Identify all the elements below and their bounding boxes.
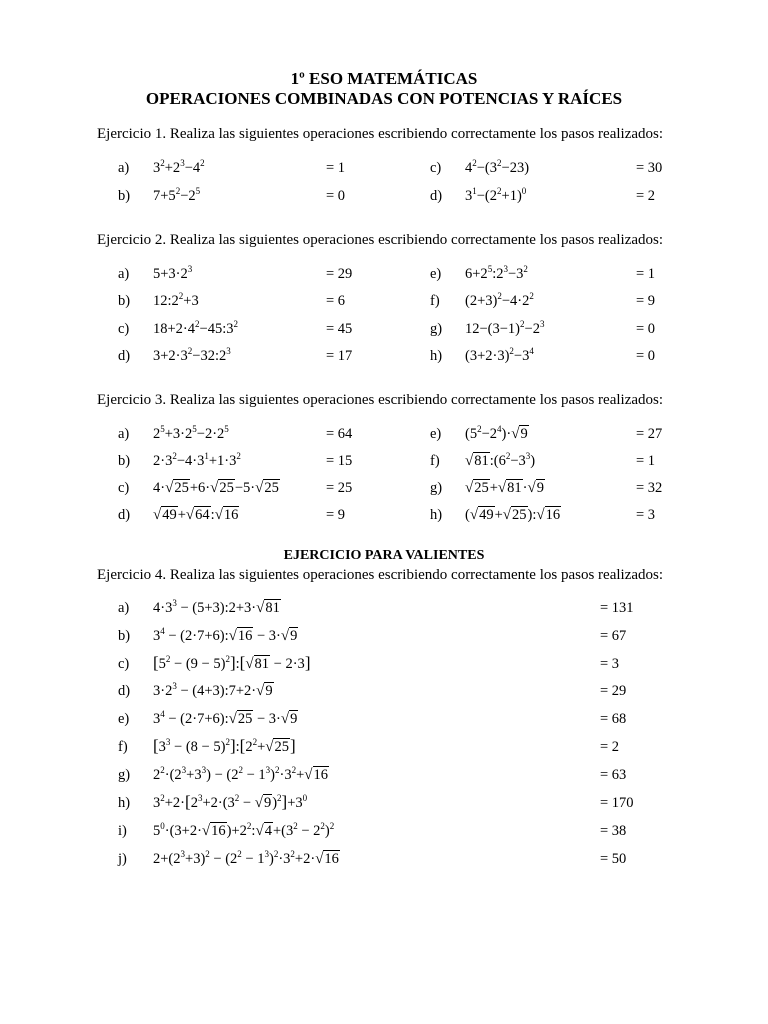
sqrt-symbol: √9 [254,795,272,811]
exercise-2-item-h [430,346,690,366]
item-label: f) [430,453,440,469]
exercise-2-item-c [118,319,378,339]
exercise-4-item-h [118,793,658,813]
item-label: g) [430,480,443,496]
exercise-4-item-f [118,737,658,757]
item-answer: = 131 [600,600,634,616]
exercise-3-item-e [430,424,690,444]
math-expression: $5^0\cdot(3+2\cdot√16)+2^2:√4+(3^2 - 2^2)^2$ [153,821,335,839]
exercise-2-item-g [430,319,690,339]
item-label: a) [118,600,130,616]
item-answer: = 30 [636,160,663,176]
item-label: a) [118,160,130,176]
item-answer: = 1 [636,266,656,282]
exercise-3-item-d [118,505,378,525]
exercise-4-item-j [118,849,658,869]
math-expression: $2^5+3\cdot 2^5-2\cdot 2^5$ [153,424,229,442]
sqrt-symbol: √25 [502,507,527,523]
item-answer: = 50 [600,851,627,867]
exercise-3-item-f [430,451,690,471]
item-answer: = 67 [600,628,627,644]
item-label: h) [430,507,443,523]
math-expression: $2+(2^3+3)^2 - (2^2 - 1^3)^2\cdot 3^2+2\cdot√16$ [153,849,339,867]
exercise-1-item-b [118,186,378,206]
sqrt-symbol: √25 [165,480,189,496]
exercise-1-item-a [118,158,378,178]
sqrt-symbol: √9 [280,628,298,644]
sqrt-symbol: √16 [228,628,253,644]
math-expression: $3^2+2^3-4^2$ [153,158,205,176]
math-expression: $(3+2\cdot 3)^2-3^4$ [465,346,534,364]
sqrt-symbol: √25 [465,480,489,496]
page-title: 1º ESO MATEMÁTICAS [290,69,478,88]
item-label: b) [118,628,131,644]
item-label: c) [118,656,130,672]
item-label: j) [118,851,127,867]
exercise-2-item-e [430,264,690,284]
item-answer: = 3 [600,656,620,672]
sqrt-symbol: √9 [527,480,544,496]
exercise-3-instruction: Ejercicio 3. Realiza las siguientes operaciones escribiendo correctamente los pasos realizados: [97,392,664,408]
sqrt-symbol: √25 [255,480,279,496]
item-answer: = 3 [636,507,656,523]
math-expression: $12-(3-1)^2-2^3$ [465,319,545,337]
item-answer: = 45 [326,321,353,337]
item-label: e) [118,711,130,727]
item-answer: = 68 [600,711,627,727]
exercise-1-item-c [430,158,690,178]
item-answer: = 2 [636,188,656,204]
item-label: b) [118,293,131,309]
item-label: g) [118,767,131,783]
item-label: h) [118,795,131,811]
math-expression: [$5^2 - (9$ − $5)^2]:[√81 - 2\cdot 3]$ [153,653,311,672]
sqrt-symbol: √25 [210,480,234,496]
item-answer: = 27 [636,426,663,442]
item-label: c) [118,321,130,337]
math-expression: $6+2^5:2^3-3^2$ [465,264,528,282]
exercise-3-item-h [430,505,690,525]
item-answer: = 25 [326,480,353,496]
math-expression: $12:2^2+3$ [153,291,199,309]
math-expression: √49+√64:√16 [153,507,239,523]
item-answer: = 29 [326,266,353,282]
item-label: a) [118,426,130,442]
math-expression: $2^2\cdot(2^3+3^3) - (2^2 - 1^3)^2\cdot 3^2+√16$ [153,765,328,783]
exercise-2-item-d [118,346,378,366]
math-expression: [$3^3 - (8$ − $5)^2]:[2^2+√25]$ [153,736,296,755]
math-expression: $3^4$ − (2·7+6):√25 − 3·√9 [153,709,298,727]
sqrt-symbol: √9 [280,711,298,727]
item-answer: = 1 [636,453,656,469]
sqrt-symbol: √16 [214,507,239,523]
item-answer: = 6 [326,293,346,309]
item-answer: = 0 [326,188,346,204]
math-expression: $√81:(6^2-3^3)$ [465,451,536,469]
item-label: h) [430,348,443,364]
sqrt-symbol: √16 [315,851,339,867]
math-expression: $5+3\cdot 2^3$ [153,264,193,282]
math-expression: $4^2-(3^2-23)$ [465,158,530,176]
item-label: g) [430,321,443,337]
sqrt-symbol: √81 [245,656,270,672]
exercise-2-item-b [118,291,378,311]
exercise-4-item-e [118,709,658,729]
item-answer: = 17 [326,348,353,364]
exercise-4-item-g [118,765,658,785]
exercise-4-item-b [118,626,658,646]
exercise-2-item-f [430,291,690,311]
item-label: i) [118,823,127,839]
sqrt-symbol: √16 [201,823,226,839]
exercise-2-item-a [118,264,378,284]
math-expression: $3^1-(2^2+1)^0$ [465,186,527,204]
item-answer: = 15 [326,453,353,469]
item-label: f) [430,293,440,309]
item-label: d) [430,188,443,204]
sqrt-symbol: √25 [265,739,289,755]
item-answer: = 9 [636,293,656,309]
sqrt-symbol: √81 [465,453,489,469]
math-expression: $(5^2-2^4)\cdot√9$ [465,424,528,442]
exercise-4-item-i [118,821,658,841]
sqrt-symbol: √81 [497,480,522,496]
item-label: e) [430,426,442,442]
math-expression: $4\cdot 3^3$ − (5+3):2+3·√81 [153,598,280,616]
exercise-4-item-d [118,681,658,701]
sqrt-symbol: √49 [469,507,494,523]
item-label: d) [118,683,131,699]
item-answer: = 38 [600,823,627,839]
sqrt-symbol: √9 [256,683,273,699]
sqrt-symbol: √9 [511,426,528,442]
item-label: d) [118,348,131,364]
item-label: b) [118,453,131,469]
exercise-4-item-c [118,654,658,674]
item-answer: = 0 [636,321,656,337]
item-answer: = 2 [600,739,620,755]
item-answer: = 9 [326,507,346,523]
math-expression: $2\cdot 3^2-4\cdot 3^1+1\cdot 3^2$ [153,451,241,469]
sqrt-symbol: √49 [153,507,177,523]
item-label: c) [430,160,442,176]
exercise-4-item-a [118,598,658,618]
exercise-3-item-b [118,451,378,471]
exercise-2-instruction: Ejercicio 2. Realiza las siguientes operaciones escribiendo correctamente los pasos realizados: [97,232,664,248]
item-label: d) [118,507,131,523]
math-expression: √25+√81·√9 [465,480,544,496]
math-expression: $18+2\cdot 4^2-45:3^2$ [153,319,238,337]
math-expression: $(2+3)^2-4\cdot 2^2$ [465,291,534,309]
item-label: c) [118,480,130,496]
math-expression: $7+5^2-2^5$ [153,186,201,204]
math-expression: $3^4$ − (2·7+6):√16 − 3·√9 [153,626,298,644]
sqrt-symbol: √64 [185,507,210,523]
item-label: e) [430,266,442,282]
math-expression: 4·√25+6·√25−5·√25 [153,480,279,496]
exercise-4-instruction: Ejercicio 4. Realiza las siguientes operaciones escribiendo correctamente los pasos realizados: [97,567,664,583]
item-answer: = 29 [600,683,627,699]
sqrt-symbol: √81 [256,600,280,616]
item-answer: = 64 [326,426,353,442]
math-expression: $3^2+2\cdot[2^3+2\cdot(3^2 - √9)^2]+3^0$ [153,792,308,811]
item-answer: = 0 [636,348,656,364]
math-expression: $3\cdot 2^3$ − (4+3):7+2·√9 [153,681,273,699]
section-subtitle: EJERCICIO PARA VALIENTES [283,548,485,563]
exercise-3-item-g [430,478,690,498]
item-answer: = 1 [326,160,346,176]
item-answer: = 170 [600,795,634,811]
page-subtitle: OPERACIONES COMBINADAS CON POTENCIAS Y RAÍCES [145,89,623,108]
item-label: b) [118,188,131,204]
sqrt-symbol: √16 [304,767,328,783]
math-expression: (√49+√25):√16 [465,507,561,523]
sqrt-symbol: √16 [536,507,561,523]
sqrt-symbol: √4 [255,823,272,839]
item-answer: = 32 [636,480,663,496]
item-label: f) [118,739,128,755]
exercise-1-instruction: Ejercicio 1. Realiza las siguientes operaciones escribiendo correctamente los pasos realizados: [97,126,664,142]
exercise-3-item-c [118,478,378,498]
item-answer: = 63 [600,767,627,783]
math-expression: $3+2\cdot 3^2-32:2^3$ [153,346,231,364]
sqrt-symbol: √25 [228,711,253,727]
exercise-3-item-a [118,424,378,444]
item-label: a) [118,266,130,282]
exercise-1-item-d [430,186,690,206]
